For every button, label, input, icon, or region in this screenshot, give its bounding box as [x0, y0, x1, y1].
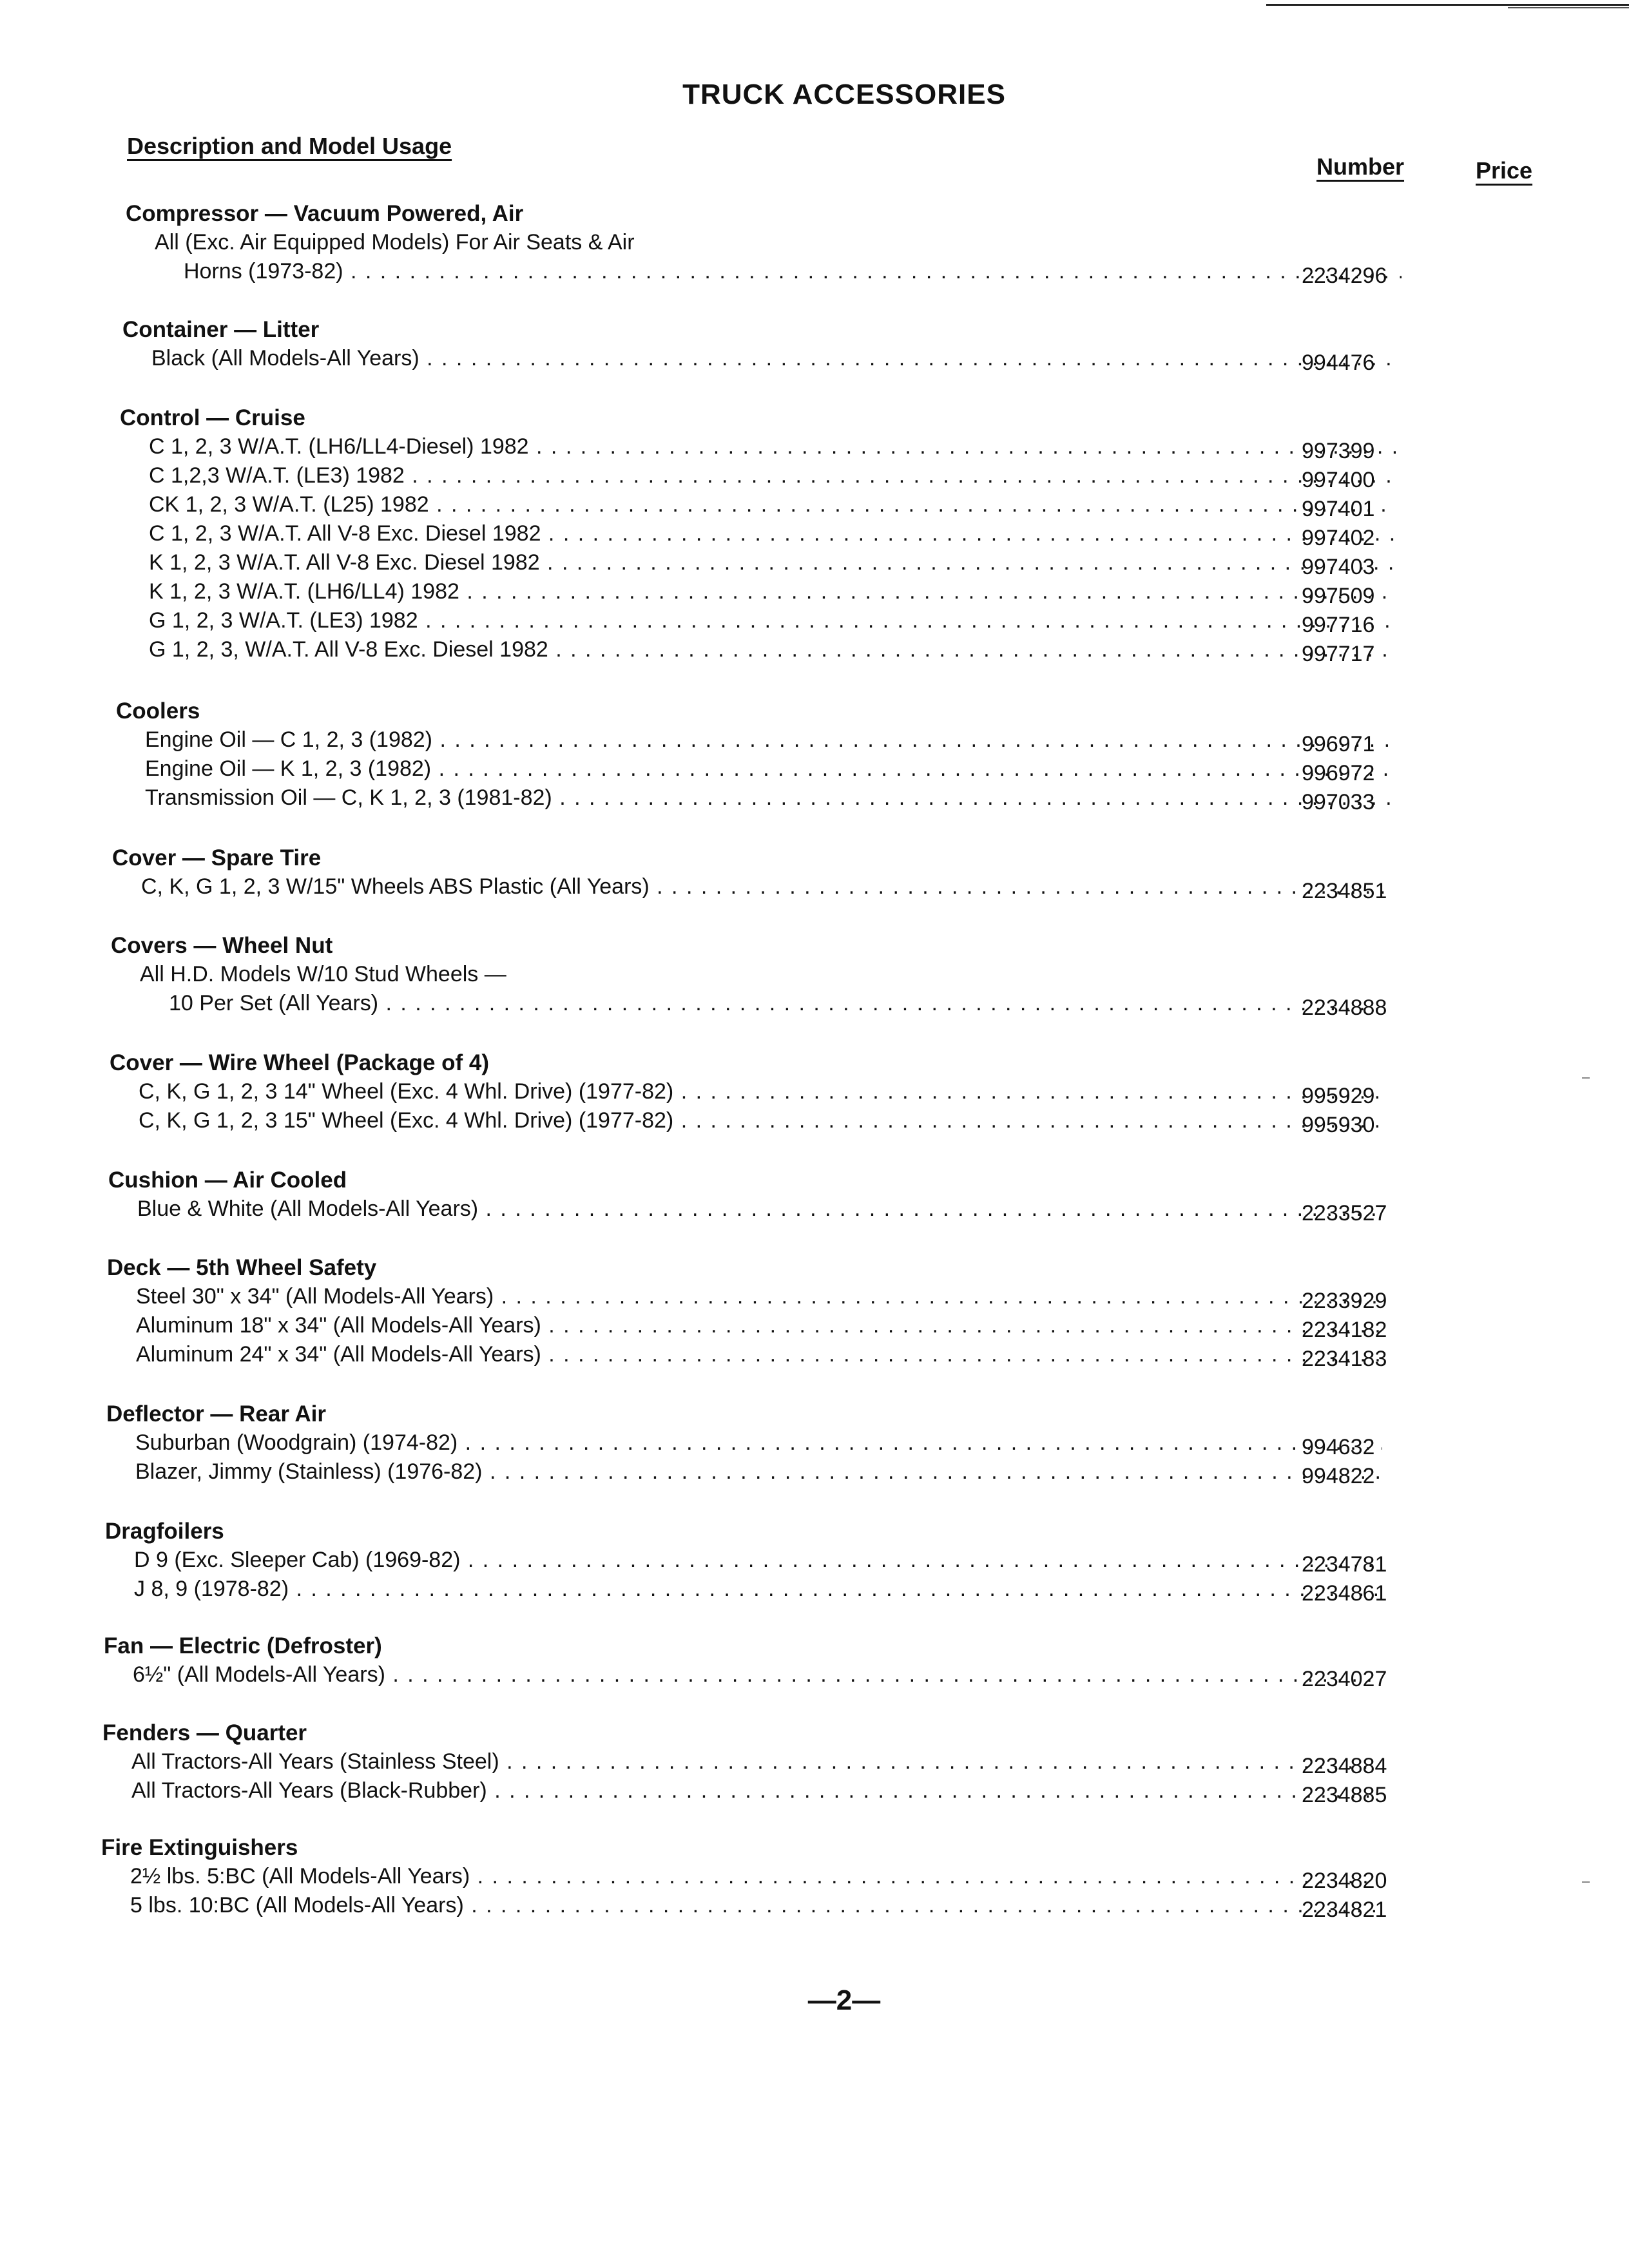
section-heading: Cover — Spare Tire: [112, 845, 322, 870]
section-heading: Dragfoilers: [105, 1519, 224, 1544]
part-number: 2234820: [1302, 1869, 1387, 1893]
item-description: G 1, 2, 3, W/A.T. All V-8 Exc. Diesel 1982 . . .: [149, 635, 1396, 664]
section-heading: Fan — Electric (Defroster): [104, 1633, 382, 1658]
item-description: G 1, 2, 3 W/A.T. (LE3) 1982 . . .: [149, 606, 1396, 635]
accessory-section: [107, 1254, 1387, 1371]
section-heading: Deflector — Rear Air: [106, 1401, 327, 1427]
item-row: [126, 257, 1402, 286]
column-header-price: Price: [1476, 157, 1533, 184]
item-row: [101, 1891, 1387, 1922]
item-description: All (Exc. Air Equipped Models) For Air Seats & Air: [155, 230, 635, 255]
part-number: 2233527: [1302, 1201, 1387, 1225]
item-description: C, K, G 1, 2, 3 14" Wheel (Exc. 4 Whl. Drive) (1977-82) . . .: [139, 1077, 1385, 1106]
item-description: K 1, 2, 3 W/A.T. All V-8 Exc. Diesel 1982 . . .: [149, 548, 1396, 577]
part-number: 2234182: [1302, 1318, 1387, 1342]
item-row: [120, 519, 1396, 548]
item-description: 2½ lbs. 5:BC (All Models-All Years) . . .: [130, 1862, 1377, 1891]
part-number: 997401: [1302, 497, 1375, 521]
page-title: TRUCK ACCESSORIES: [682, 79, 1006, 110]
part-number: 2234183: [1302, 1347, 1387, 1371]
part-number: 997402: [1302, 526, 1375, 550]
item-description: All H.D. Models W/10 Stud Wheels —: [140, 962, 506, 986]
item-description: 6½" (All Models-All Years) . . .: [133, 1660, 1380, 1689]
item-row: [110, 1077, 1385, 1106]
part-number: 997033: [1302, 790, 1375, 814]
item-row: [120, 635, 1396, 664]
part-number: 997716: [1302, 613, 1375, 637]
part-number: 997509: [1302, 584, 1375, 608]
item-row: [122, 344, 1398, 373]
item-row: [108, 1195, 1387, 1225]
accessory-section: [106, 1400, 1382, 1486]
accessory-section: [116, 697, 1392, 812]
accessory-section: [111, 932, 1387, 1018]
accessory-section: [120, 404, 1396, 664]
item-row: [106, 1428, 1382, 1457]
accessory-section: [122, 316, 1398, 373]
section-heading: Fenders — Quarter: [102, 1720, 307, 1745]
item-description: 5 lbs. 10:BC (All Models-All Years) . . .: [130, 1891, 1377, 1920]
item-row: [126, 228, 1402, 257]
part-number: 2234861: [1302, 1581, 1387, 1606]
item-row: [107, 1311, 1387, 1342]
part-number: 2234296: [1302, 264, 1387, 288]
part-number: 996972: [1302, 761, 1375, 785]
part-number: 994476: [1302, 351, 1375, 375]
part-number: 997717: [1302, 642, 1375, 666]
section-heading: Control — Cruise: [120, 405, 305, 430]
part-number: 997403: [1302, 555, 1375, 579]
item-description: Transmission Oil — C, K 1, 2, 3 (1981-82) . . .: [145, 783, 1392, 812]
section-heading: Compressor — Vacuum Powered, Air: [126, 201, 524, 226]
item-row: [107, 1282, 1387, 1313]
item-description: C 1,2,3 W/A.T. (LE3) 1982 . . .: [149, 461, 1396, 490]
part-number: 996971: [1302, 732, 1375, 756]
part-number: 997399: [1302, 439, 1375, 463]
item-description: J 8, 9 (1978-82) . . .: [134, 1575, 1381, 1604]
accessory-section: [102, 1719, 1387, 1807]
section-heading: Covers — Wheel Nut: [111, 933, 333, 958]
column-header-number: Number: [1316, 153, 1405, 180]
accessory-section: [126, 200, 1402, 286]
item-row: [101, 1862, 1387, 1893]
item-row: [105, 1546, 1387, 1577]
section-heading: Cushion — Air Cooled: [108, 1168, 347, 1193]
item-description: Steel 30" x 34" (All Models-All Years) . . .: [136, 1282, 1383, 1311]
item-row: [116, 783, 1392, 812]
item-row: [110, 1106, 1385, 1135]
section-heading: Coolers: [116, 698, 200, 724]
part-number: 997400: [1302, 468, 1375, 492]
item-row: [120, 548, 1396, 577]
item-description: K 1, 2, 3 W/A.T. (LH6/LL4) 1982 . . .: [149, 577, 1396, 606]
part-number: 2233929: [1302, 1289, 1387, 1313]
section-heading: Deck — 5th Wheel Safety: [107, 1255, 377, 1280]
item-description: All Tractors-All Years (Black-Rubber) . . .: [131, 1776, 1378, 1805]
part-number: 2234781: [1302, 1552, 1387, 1577]
accessory-section: [101, 1834, 1387, 1922]
margin-mark: [1582, 1077, 1590, 1079]
part-number: 994822: [1302, 1464, 1375, 1488]
item-row: [104, 1660, 1387, 1691]
item-description: Engine Oil — K 1, 2, 3 (1982) . . .: [145, 754, 1392, 783]
item-row: [120, 577, 1396, 606]
item-description: Engine Oil — C 1, 2, 3 (1982) . . .: [145, 726, 1392, 754]
accessory-section: [104, 1632, 1387, 1691]
item-description: C 1, 2, 3 W/A.T. All V-8 Exc. Diesel 1982 . . .: [149, 519, 1396, 548]
item-row: [111, 960, 1387, 989]
part-number: 2234884: [1302, 1754, 1387, 1778]
item-row: [116, 726, 1392, 754]
page-number: —2—: [807, 1984, 881, 2016]
accessory-section: [108, 1166, 1387, 1225]
part-number: 2234027: [1302, 1667, 1387, 1691]
item-description: Horns (1973-82) . . .: [184, 257, 1402, 286]
item-description: Blazer, Jimmy (Stainless) (1976-82) . . .: [135, 1457, 1382, 1486]
accessory-section: [110, 1049, 1385, 1135]
item-row: [112, 872, 1388, 901]
section-heading: Container — Litter: [122, 317, 320, 342]
item-description: All Tractors-All Years (Stainless Steel) . . .: [131, 1747, 1378, 1776]
part-number: 2234851: [1302, 879, 1387, 903]
part-number: 995929: [1302, 1084, 1375, 1108]
item-row: [111, 989, 1387, 1018]
item-description: 10 Per Set (All Years) . . .: [169, 989, 1387, 1018]
item-description: Black (All Models-All Years) . . .: [151, 344, 1398, 373]
part-number: 2234888: [1302, 995, 1387, 1020]
item-row: [120, 490, 1396, 519]
item-row: [116, 754, 1392, 783]
item-row: [120, 461, 1396, 490]
accessory-section: [112, 844, 1388, 901]
section-heading: Fire Extinguishers: [101, 1835, 298, 1860]
item-row: [107, 1340, 1387, 1371]
item-row: [105, 1575, 1387, 1606]
item-description: C, K, G 1, 2, 3 15" Wheel (Exc. 4 Whl. Drive) (1977-82) . . .: [139, 1106, 1385, 1135]
margin-mark: [1582, 1881, 1590, 1883]
item-row: [120, 606, 1396, 635]
item-description: Blue & White (All Models-All Years) . . .: [137, 1195, 1384, 1224]
part-number: 994632: [1302, 1435, 1375, 1459]
item-row: [102, 1776, 1387, 1807]
item-description: Aluminum 18" x 34" (All Models-All Years) . . .: [136, 1311, 1383, 1340]
part-number: 995930: [1302, 1113, 1375, 1137]
item-row: [106, 1457, 1382, 1486]
item-description: C 1, 2, 3 W/A.T. (LH6/LL4-Diesel) 1982 . . .: [149, 432, 1396, 461]
item-description: D 9 (Exc. Sleeper Cab) (1969-82) . . .: [134, 1546, 1381, 1575]
part-number: 2234885: [1302, 1783, 1387, 1807]
section-heading: Cover — Wire Wheel (Package of 4): [110, 1050, 490, 1075]
accessory-section: [105, 1517, 1387, 1606]
item-row: [120, 432, 1396, 461]
item-description: C, K, G 1, 2, 3 W/15" Wheels ABS Plastic (All Years) . . .: [141, 872, 1388, 901]
item-description: Suburban (Woodgrain) (1974-82) . . .: [135, 1428, 1382, 1457]
part-number: 2234821: [1302, 1898, 1387, 1922]
item-description: Aluminum 24" x 34" (All Models-All Years) . . .: [136, 1340, 1383, 1369]
column-header-description: Description and Model Usage: [127, 133, 452, 159]
item-row: [102, 1747, 1387, 1778]
item-description: CK 1, 2, 3 W/A.T. (L25) 1982 . . .: [149, 490, 1396, 519]
